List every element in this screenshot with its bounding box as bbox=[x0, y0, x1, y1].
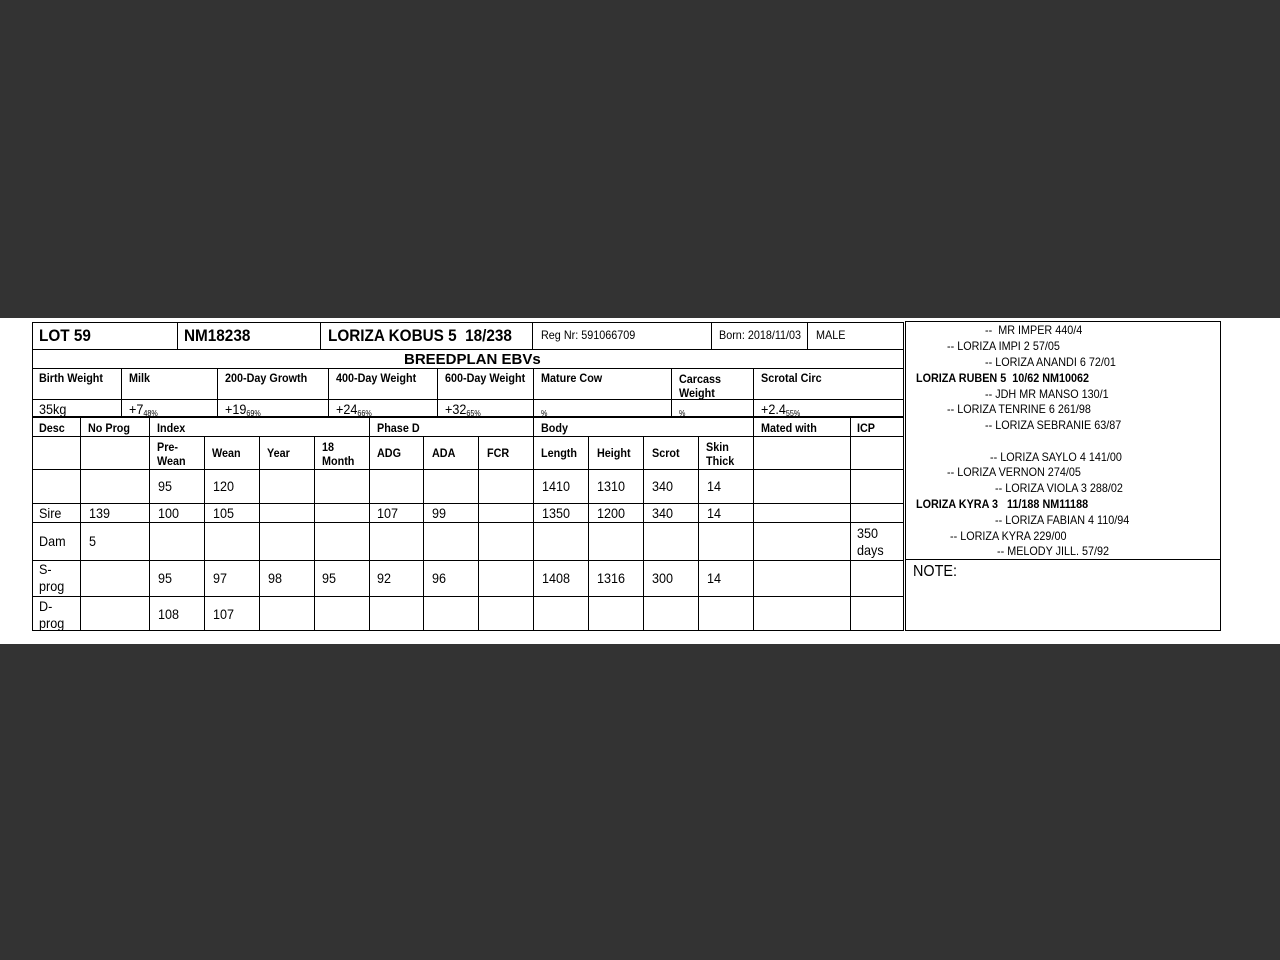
cell-height: 1316 bbox=[597, 570, 626, 586]
pedigree-dam-sire-dam: -- LORIZA VIOLA 3 288/02 bbox=[995, 481, 1123, 495]
ebv-header-milk: Milk bbox=[129, 371, 151, 385]
born-date: Born: 2018/11/03 bbox=[719, 328, 802, 342]
ebv-title: BREEDPLAN EBVs bbox=[404, 351, 541, 368]
cell-skin-thick: 14 bbox=[707, 570, 722, 586]
pedigree-sire-dam-sire: -- JDH MR MANSO 130/1 bbox=[985, 387, 1109, 401]
col-header-length: Length bbox=[541, 446, 577, 460]
cell-length: 1408 bbox=[542, 570, 571, 586]
cell-wean: 97 bbox=[213, 570, 228, 586]
cell-year: 98 bbox=[268, 570, 283, 586]
cell-desc: D- prog bbox=[39, 598, 65, 631]
ebv-header-scrotal: Scrotal Circ bbox=[761, 371, 822, 385]
sex: MALE bbox=[816, 328, 846, 342]
cell-pre-wean: 100 bbox=[158, 505, 180, 521]
pedigree-sire: LORIZA RUBEN 5 10/62 NM10062 bbox=[916, 371, 1090, 385]
ebv-value-carcass: % bbox=[679, 409, 686, 418]
col-header-desc: Desc bbox=[39, 421, 65, 435]
col-header-pre-wean: Pre- Wean bbox=[157, 440, 186, 468]
cell-desc: Dam bbox=[39, 533, 66, 549]
reg-number: Reg Nr: 591066709 bbox=[541, 328, 636, 342]
cell-no-prog: 139 bbox=[89, 505, 111, 521]
pedigree-sire-dam-dam: -- LORIZA SEBRANIE 63/87 bbox=[985, 418, 1122, 432]
pedigree-dam-dam-sire: -- LORIZA FABIAN 4 110/94 bbox=[995, 513, 1130, 527]
cell-height: 1310 bbox=[597, 478, 626, 494]
cell-wean: 120 bbox=[213, 478, 235, 494]
animal-id: NM18238 bbox=[184, 326, 251, 345]
cell-18-month: 95 bbox=[322, 570, 337, 586]
ebv-header-200-day: 200-Day Growth bbox=[225, 371, 308, 385]
pedigree-dam: LORIZA KYRA 3 11/188 NM11188 bbox=[916, 497, 1089, 511]
col-header-index: Index bbox=[157, 421, 186, 435]
pedigree-sire-sire-dam: -- LORIZA ANANDI 6 72/01 bbox=[985, 355, 1116, 369]
animal-name: LORIZA KOBUS 5 18/238 bbox=[328, 326, 512, 345]
ebv-value-birth-weight: 35kg bbox=[39, 401, 67, 417]
ebv-value-milk: $+7_{48\%}$ bbox=[129, 401, 158, 418]
col-header-skin-thick: Skin Thick bbox=[706, 440, 735, 468]
ebv-header-birth-weight: Birth Weight bbox=[39, 371, 103, 385]
cell-pre-wean: 95 bbox=[158, 478, 173, 494]
ebv-value-600-day: $+32_{65\%}$ bbox=[445, 401, 481, 418]
cell-scrot: 340 bbox=[652, 505, 674, 521]
cell-adg: 107 bbox=[377, 505, 399, 521]
col-header-adg: ADG bbox=[377, 446, 402, 460]
cell-length: 1350 bbox=[542, 505, 571, 521]
pedigree-dam-sire: -- LORIZA VERNON 274/05 bbox=[947, 465, 1081, 479]
lot-number: LOT 59 bbox=[39, 326, 91, 345]
pedigree-dam-dam-dam: -- MELODY JILL. 57/92 bbox=[997, 544, 1110, 558]
cell-skin-thick: 14 bbox=[707, 478, 722, 494]
cell-icp: 350 days bbox=[857, 525, 884, 558]
cell-scrot: 300 bbox=[652, 570, 674, 586]
cell-pre-wean: 95 bbox=[158, 570, 173, 586]
ebv-value-mature-cow: % bbox=[541, 409, 548, 418]
note-label: NOTE: bbox=[913, 563, 958, 580]
col-header-body: Body bbox=[541, 421, 568, 435]
col-header-scrot: Scrot bbox=[652, 446, 680, 460]
ebv-value-scrotal: $+2.4_{55\%}$ bbox=[761, 401, 801, 418]
cell-no-prog: 5 bbox=[89, 533, 97, 549]
cell-scrot: 340 bbox=[652, 478, 674, 494]
cell-desc: S- prog bbox=[39, 561, 65, 594]
cell-height: 1200 bbox=[597, 505, 626, 521]
cell-ada: 99 bbox=[432, 505, 447, 521]
cell-pre-wean: 108 bbox=[158, 606, 180, 622]
ebv-header-mature-cow: Mature Cow bbox=[541, 371, 603, 385]
col-header-mated-with: Mated with bbox=[761, 421, 817, 435]
ebv-header-400-day: 400-Day Weight bbox=[336, 371, 417, 385]
ebv-header-carcass: Carcass Weight bbox=[679, 372, 722, 400]
col-header-year: Year bbox=[267, 446, 290, 460]
pedigree-sire-dam: -- LORIZA TENRINE 6 261/98 bbox=[947, 402, 1091, 416]
cell-adg: 92 bbox=[377, 570, 392, 586]
cell-length: 1410 bbox=[542, 478, 571, 494]
ebv-header-600-day: 600-Day Weight bbox=[445, 371, 526, 385]
lot-card bbox=[0, 318, 1280, 644]
col-header-fcr: FCR bbox=[487, 446, 510, 460]
col-header-phase-d: Phase D bbox=[377, 421, 420, 435]
pedigree-dam-sire-sire: -- LORIZA SAYLO 4 141/00 bbox=[990, 450, 1122, 464]
col-header-18-month: 18 Month bbox=[322, 440, 355, 468]
col-header-icp: ICP bbox=[857, 421, 876, 435]
pedigree-sire-sire-sire: -- MR IMPER 440/4 bbox=[985, 323, 1083, 337]
col-header-no-prog: No Prog bbox=[88, 421, 131, 435]
col-header-ada: ADA bbox=[432, 446, 456, 460]
cell-skin-thick: 14 bbox=[707, 505, 722, 521]
ebv-value-200-day: $+19_{69\%}$ bbox=[225, 401, 261, 418]
cell-wean: 107 bbox=[213, 606, 235, 622]
col-header-wean: Wean bbox=[212, 446, 241, 460]
ebv-value-400-day: $+24_{66\%}$ bbox=[336, 401, 372, 418]
col-header-height: Height bbox=[597, 446, 631, 460]
pedigree-dam-dam: -- LORIZA KYRA 229/00 bbox=[950, 529, 1067, 543]
cell-desc: Sire bbox=[39, 505, 62, 521]
pedigree-sire-sire: -- LORIZA IMPI 2 57/05 bbox=[947, 339, 1060, 353]
cell-ada: 96 bbox=[432, 570, 447, 586]
cell-wean: 105 bbox=[213, 505, 235, 521]
